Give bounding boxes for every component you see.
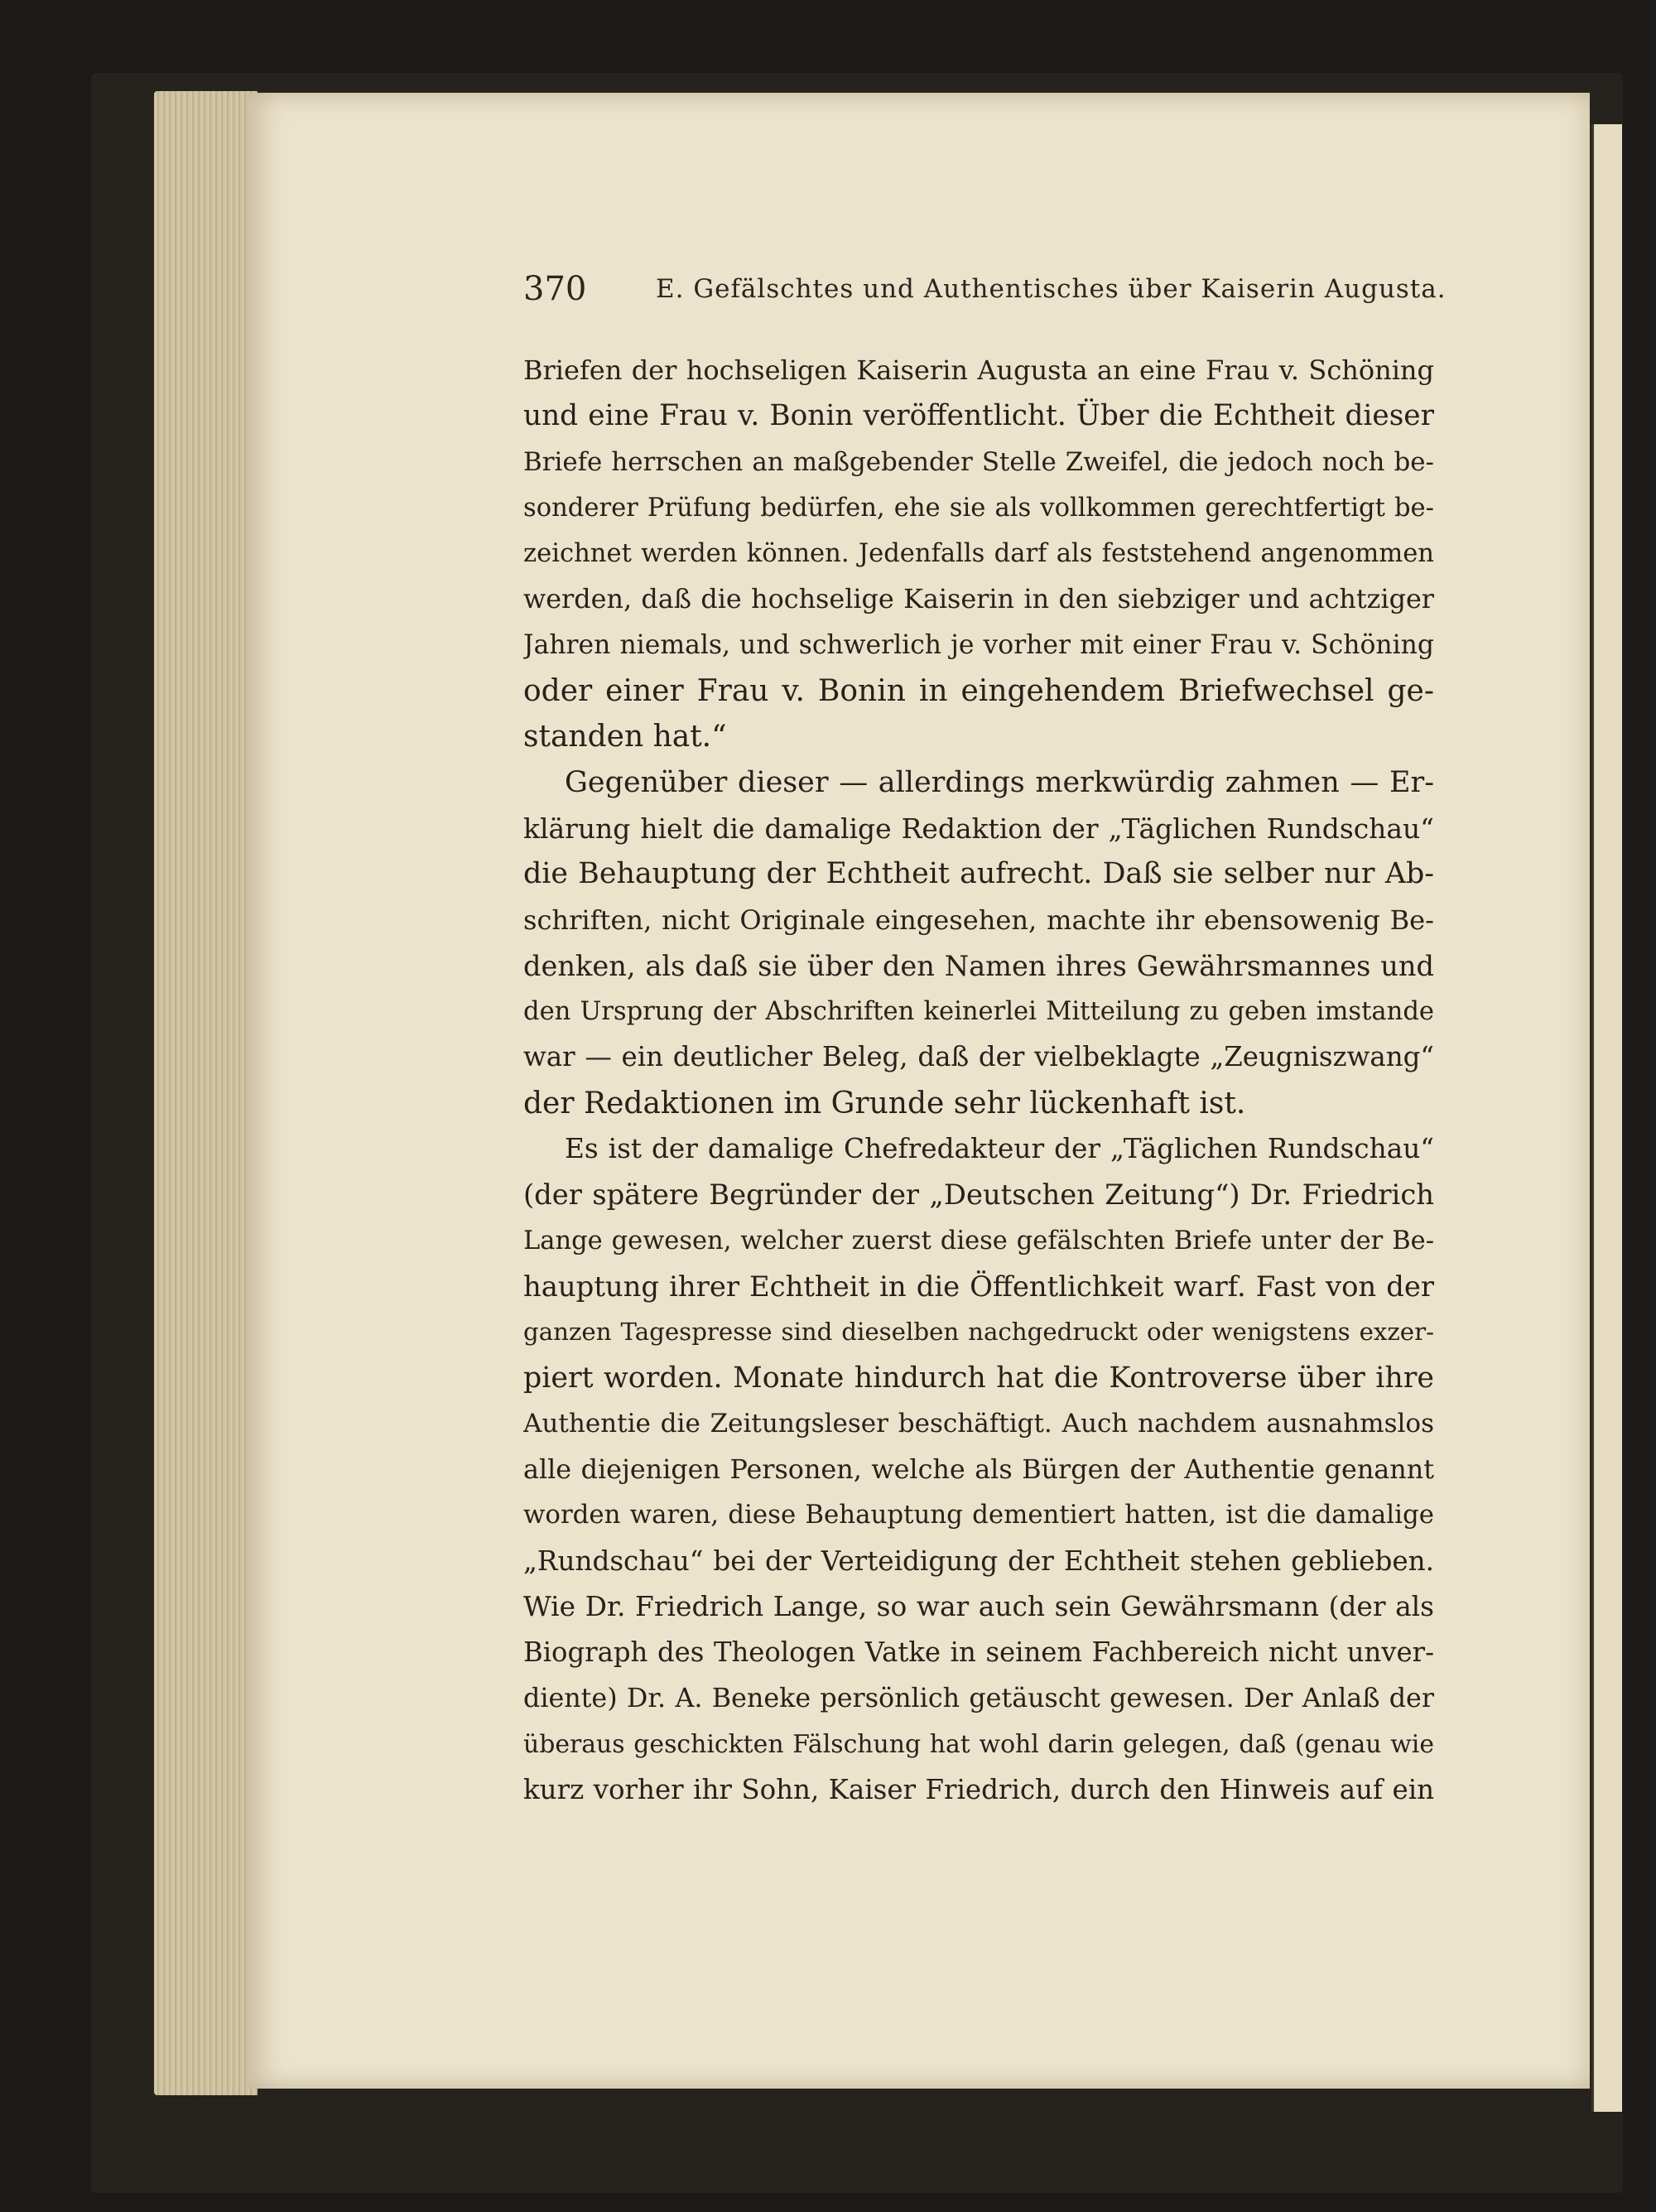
- text-line: diente) Dr. A. Beneke persönlich getäuscht gewesen. Der Anlaß der: [523, 1683, 1434, 1713]
- text-line: Biograph des Theologen Vatke in seinem Fachbereich nicht unver-: [523, 1636, 1434, 1669]
- text-line: (der spätere Begründer der „Deutschen Zeitung“) Dr. Friedrich: [523, 1178, 1434, 1212]
- text-line: Es ist der damalige Chefredakteur der „Täglichen Rundschau“: [565, 1133, 1434, 1165]
- text-line: standen hat.“: [523, 720, 727, 754]
- text-line: Jahren niemals, und schwerlich je vorher mit einer Frau v. Schöning: [523, 629, 1434, 660]
- text-line: überaus geschickten Fälschung hat wohl darin gelegen, daß (genau wie: [523, 1729, 1434, 1759]
- text-line: war — ein deutlicher Beleg, daß der vielbeklagte „Zeugniszwang“: [523, 1041, 1434, 1073]
- paragraph: [523, 348, 1434, 760]
- text-line: Wie Dr. Friedrich Lange, so war auch sein Gewährsmann (der als: [523, 1591, 1434, 1623]
- text-line: ganzen Tagespresse sind dieselben nachgedruckt oder wenigstens exzer-: [523, 1318, 1434, 1347]
- paragraph: [523, 760, 1434, 1126]
- text-line: piert worden. Monate hindurch hat die Kontroverse über ihre: [523, 1361, 1434, 1395]
- text-line: Briefe herrschen an maßgebender Stelle Zweifel, die jedoch noch be-: [523, 446, 1434, 477]
- text-line: alle diejenigen Personen, welche als Bürgen der Authentie genannt: [523, 1453, 1434, 1486]
- text-line: zeichnet werden können. Jedenfalls darf als feststehend angenommen: [523, 539, 1434, 569]
- text-line: klärung hielt die damalige Redaktion der „Täglichen Rundschau“: [523, 812, 1434, 845]
- page-edges: [154, 91, 258, 2095]
- text-line: oder einer Frau v. Bonin in eingehendem Briefwechsel ge-: [523, 674, 1434, 709]
- text-line: den Ursprung der Abschriften keinerlei Mitteilung zu geben imstande: [523, 997, 1434, 1027]
- text-line: „Rundschau“ bei der Verteidigung der Echtheit stehen geblieben.: [523, 1545, 1434, 1577]
- running-title: E. Gefälschtes und Authentisches über Kaiserin Augusta.: [656, 274, 1447, 304]
- text-line: der Redaktionen im Grunde sehr lückenhaft ist.: [523, 1086, 1246, 1120]
- text-line: kurz vorher ihr Sohn, Kaiser Friedrich, durch den Hinweis auf ein: [523, 1774, 1434, 1806]
- text-line: und eine Frau v. Bonin veröffentlicht. Über die Echtheit dieser: [523, 399, 1434, 433]
- text-line: hauptung ihrer Echtheit in die Öffentlichkeit warf. Fast von der: [523, 1270, 1434, 1303]
- next-page-edge: [1591, 124, 1622, 2112]
- text-line: worden waren, diese Behauptung dementiert hatten, ist die damalige: [523, 1500, 1434, 1530]
- text-line: denken, als daß sie über den Namen ihres Gewährsmannes und: [523, 949, 1434, 982]
- text-line: schriften, nicht Originale eingesehen, machte ihr ebensowenig Be-: [523, 904, 1434, 936]
- text-line: Briefen der hochseligen Kaiserin Augusta an eine Frau v. Schöning: [523, 354, 1434, 386]
- text-line: werden, daß die hochselige Kaiserin in den siebziger und achtziger: [523, 583, 1434, 615]
- page-header: [523, 267, 1447, 311]
- text-line: Authentie die Zeitungsleser beschäftigt. Auch nachdem ausnahmslos: [523, 1408, 1434, 1439]
- text-line: sonderer Prüfung bedürfen, ehe sie als vollkommen gerechtfertigt be-: [523, 493, 1434, 523]
- page-number: 370: [523, 270, 587, 308]
- text-line: Lange gewesen, welcher zuerst diese gefälschten Briefe unter der Be-: [523, 1226, 1434, 1255]
- text-line: die Behauptung der Echtheit aufrecht. Daß sie selber nur Ab-: [523, 857, 1434, 891]
- text-line: Gegenüber dieser — allerdings merkwürdig zahmen — Er-: [565, 765, 1434, 799]
- body-text: [523, 348, 1434, 1814]
- paragraph: [523, 1126, 1434, 1813]
